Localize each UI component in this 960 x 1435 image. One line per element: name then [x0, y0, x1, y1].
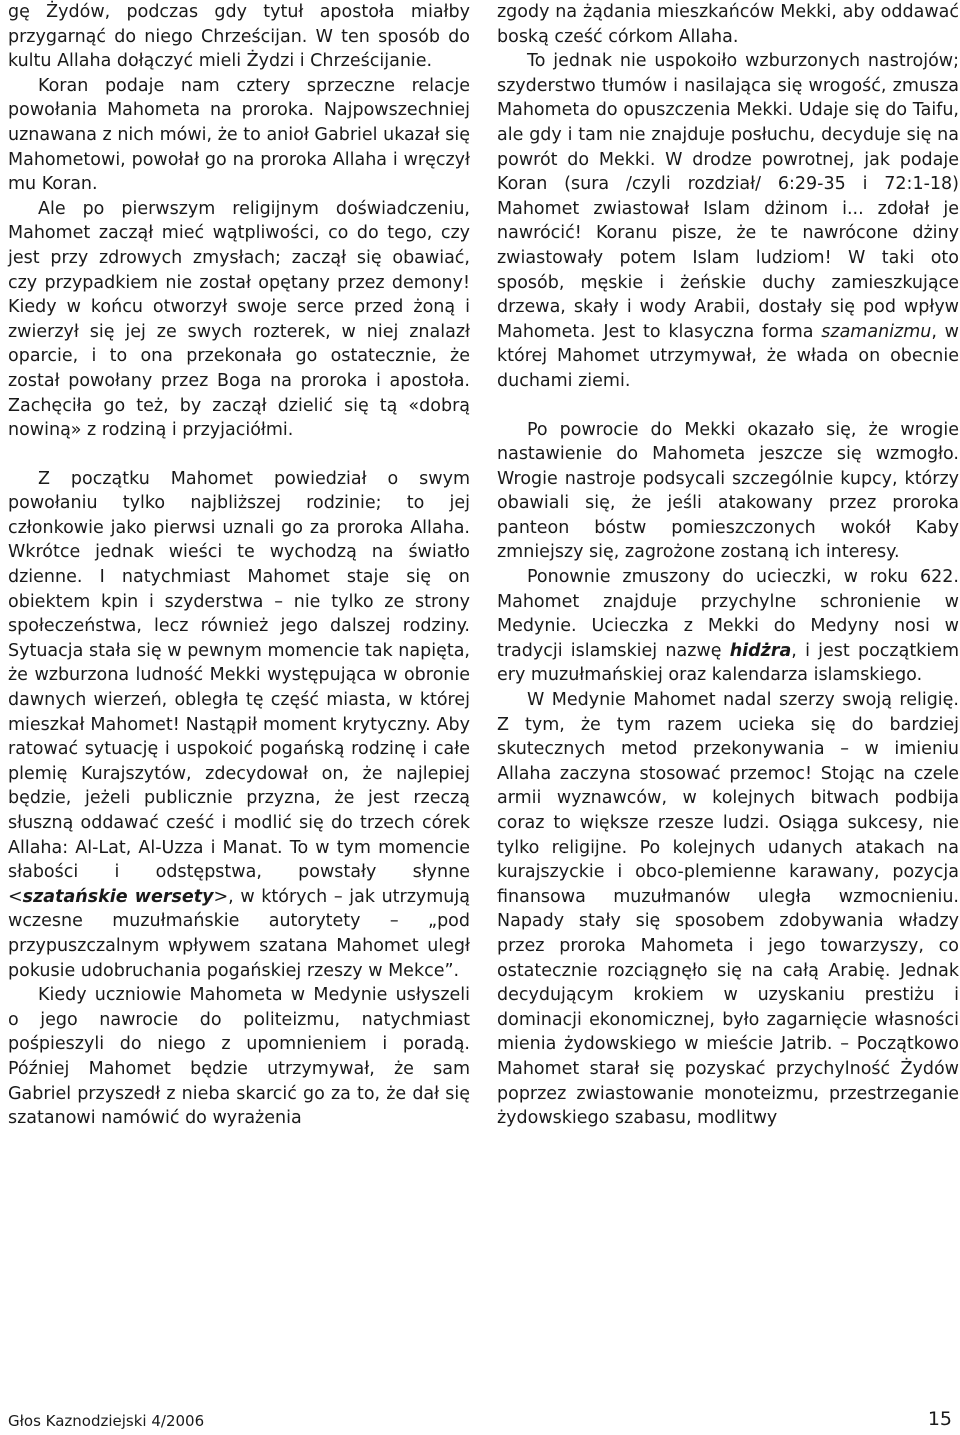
- paragraph-text: Z początku Mahomet powiedział o swym powołaniu tylko najbliższej rodzinie; to jej członkowie jako pierwsi uznali go za proroka Allaha. Wkrótce jednak wieści te wychodzą na światło dzienne. I natychmiast Mahomet staje się on obiektem kpin i szyderstwa – nie tylko ze strony społeczeństwa, lecz również jego dalszej rodziny. Sytuacja stała się w pewnym momencie tak napięta, że wzburzona ludność Mekki występująca w obronie dawnych wierzeń, obległa tę część miasta, w której mieszkał Mahomet! Nastąpił moment krytyczny. Aby ratować sytuację i uspokoić pogańską rodzinę i całe plemię Kurajszytów, zdecydował on, że najlepiej będzie, jeżeli publicznie przyzna, że jest rzeczą słuszną oddawać cześć i modlić się do trzech córek Allaha: Al-Lat, Al-Uzza i Manat. To w tym momencie słabości i odstępstwa, powstały słynne <: [8, 468, 470, 907]
- paragraph: [497, 565, 959, 688]
- paragraph: [497, 49, 959, 393]
- emphasis-text: hidżra: [729, 640, 792, 661]
- left-column: [8, 0, 470, 1131]
- page-number: 15: [927, 1408, 952, 1430]
- paragraph-text: >, w których – jak utrzymują wczesne muzułmańskie autorytety – „pod przypuszczalnym wpływem szatana Mahomet uległ pokusie udobruchania pogańskiej rzeszy w Mekce”.: [8, 886, 470, 981]
- paragraph: Ale po pierwszym religijnym doświadczeniu, Mahomet zaczął mieć wątpliwości, co do tego, czy jest przy zdrowych zmysłach; zaczął się obawiać, czy przypadkiem nie został opętany przez demony! Kiedy w końcu otworzył swoje serce przed żoną i zwierzył się jej ze swych rozterek, w niej znalazł oparcie, i to ona przekonała go ostatecznie, że został powołany przez Boga na proroka i apostoła. Zachęciła go też, by zaczął dzielić się tą «dobrą nowiną» z rodziną i przyjaciółmi.: [8, 198, 470, 441]
- publication-title: Głos Kaznodziejski 4/2006: [8, 1412, 205, 1430]
- paragraph-text: , i jest początkiem ery muzułmańskiej oraz kalendarza islamskiego.: [497, 640, 959, 686]
- emphasis-text: szatańskie wersety: [22, 886, 214, 907]
- emphasis-text: szamanizmu: [821, 321, 932, 342]
- paragraph: zgody na żądania mieszkańców Mekki, aby oddawać boską cześć córkom Allaha.: [497, 2, 959, 47]
- paragraph-text: To jednak nie uspokoiło wzburzonych nastrojów; szyderstwo tłumów i nasilająca się wrogość, zmusza Mahometa do opuszczenia Mekki. Udaje się do Taifu, ale gdy i tam nie znajduje posłuchu, decyduje się na powrót do Mekki. W drodze powrotnej, jak podaje Koran (sura /czyli rozdział/ 6:29-35 i 72:1-18) Mahomet zwiastował Islam dżinom i... zdołał je nawrócić! Koranu pisze, że te nawrócone dżiny zwiastowały potem Islam ludziom! W taki oto sposób, męskie i żeńskie duchy zamieszkujące drzewa, skały i wody Arabii, dostały się pod wpływ Mahometa. Jest to klasyczna forma: [497, 51, 959, 342]
- right-column: [497, 0, 959, 1131]
- paragraph: W Medynie Mahomet nadal szerzy swoją religię. Z tym, że tym razem ucieka się do bardziej skutecznych metod przekonywania – w imieniu Allaha zaczyna stosować przemoc! Stojąc na czele armii wyznawców, w kolejnych bitwach podbija coraz to większe rzesze ludzi. Osiąga sukcesy, nie tylko religijne. Po kolejnych udanych atakach na kurajszyckie i obco-plemienne karawany, pozycja finansowa muzułmanów uległa wzmocnieniu. Napady stały się sposobem zdobywania władzy przez proroka Mahometa i jego towarzyszy, co ostatecznie rozciągnęło się na całą Arabię. Jednak decydującym krokiem w uzyskaniu prestiżu i dominacji ekonomicznej, było zagarnięcie własności mienia żydowskiego w mieście Jatrib. – Początkowo Mahomet starał się pozyskać przychylność Żydów poprzez zwiastowanie monoteizmu, przestrzeganie żydowskiego szabasu, modlitwy: [497, 690, 959, 1129]
- paragraph-text: Ponownie zmuszony do ucieczki, w roku 622. Mahomet znajduje przychylne schronienie w Medynie. Ucieczka z Mekki do Medyny nosi w tradycji islamskiej nazwę: [497, 567, 959, 661]
- paragraph: Koran podaje nam cztery sprzeczne relacje powołania Mahometa na proroka. Najpowszechniej uznawana z nich mówi, że to anioł Gabriel ukazał się Mahometowi, powołał go na proroka Allaha i wręczył mu Koran.: [8, 75, 470, 195]
- paragraph-text: , w której Mahomet utrzymywał, że włada on obecnie duchami ziemi.: [497, 321, 959, 391]
- paragraph: Kiedy uczniowie Mahometa w Medynie usłyszeli o jego nawrocie do politeizmu, natychmiast pośpieszyli do niego z upomnieniem i poradą. Później Mahomet będzie utrzymywał, że sam Gabriel przyszedł z nieba skarcić go za to, że dał się szatanowi namówić do wyrażenia: [8, 985, 470, 1129]
- paragraph: gę Żydów, podczas gdy tytuł apostoła miałby przygarnąć do niego Chrześcijan. W ten sposób do kultu Allaha dołączyć mieli Żydzi i Chrześcijanie.: [8, 2, 470, 72]
- paragraph: [8, 467, 470, 983]
- paragraph: Po powrocie do Mekki okazało się, że wrogie nastawienie do Mahometa jeszcze się wzmogło. Wrogie nastroje podsycali szczególnie kupcy, którzy obawiali się, że jeśli atakowany przez proroka panteon bóstw pomieszczonych wokół Kaby zmniejszy się, zagrożone zostaną ich interesy.: [497, 419, 959, 563]
